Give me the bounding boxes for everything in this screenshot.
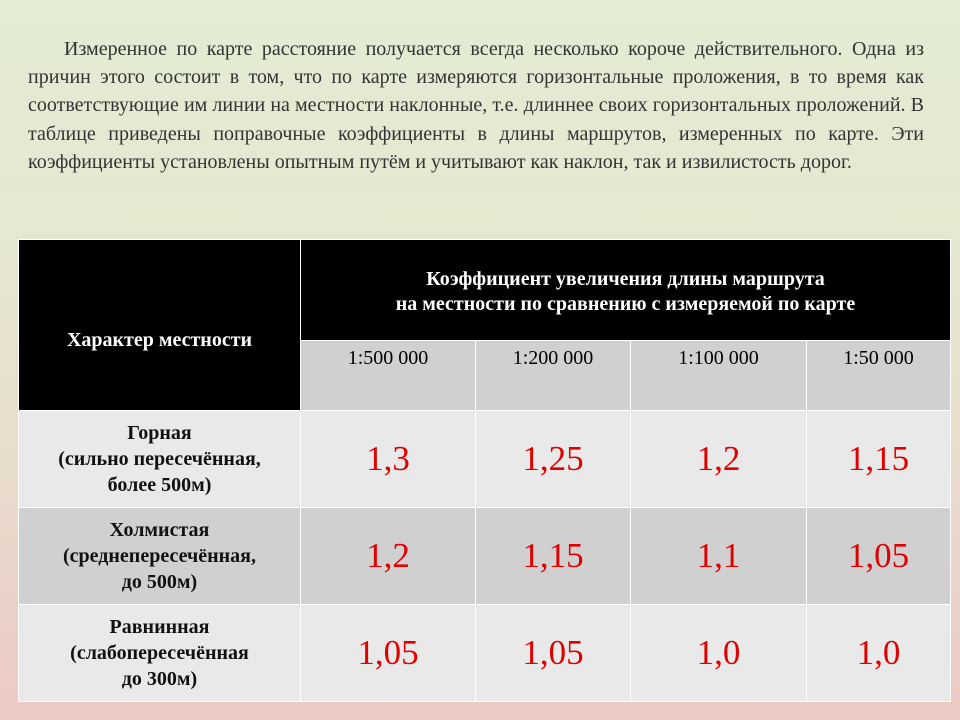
terrain-height: до 300м) (121, 668, 198, 690)
scale-header: 1:100 000 (631, 341, 807, 411)
terrain-height: до 500м) (121, 571, 198, 593)
terrain-header: Характер местности (19, 240, 301, 411)
table-row (19, 411, 951, 508)
scale-header: 1:200 000 (476, 341, 631, 411)
coefficient-value: 1,1 (631, 508, 807, 605)
table-header-row (19, 240, 951, 341)
terrain-name: Равнинная (109, 616, 210, 638)
coefficient-value: 1,0 (631, 605, 807, 702)
coefficient-value: 1,2 (631, 411, 807, 508)
coefficient-value: 1,05 (807, 508, 951, 605)
coefficient-value: 1,25 (476, 411, 631, 508)
terrain-description: (слабопересечённая (70, 642, 249, 664)
coefficient-value: 1,15 (807, 411, 951, 508)
scale-header: 1:500 000 (301, 341, 476, 411)
coefficient-header (301, 240, 951, 341)
table-row (19, 605, 951, 702)
terrain-description: (среднепересечённая, (63, 545, 256, 567)
terrain-label (19, 411, 301, 508)
coefficient-value: 1,0 (807, 605, 951, 702)
correction-coefficients-table (18, 239, 951, 702)
terrain-label (19, 605, 301, 702)
terrain-height: более 500м) (107, 474, 212, 496)
terrain-name: Холмистая (109, 519, 210, 541)
terrain-name: Горная (127, 422, 192, 444)
coefficient-value: 1,05 (476, 605, 631, 702)
terrain-label (19, 508, 301, 605)
table-row (19, 508, 951, 605)
terrain-description: (сильно пересечённая, (58, 448, 261, 470)
intro-paragraph: Измеренное по карте расстояние получается всегда несколько короче действительного. Одна из причин этого состоит в том, что по карте измеряются горизонтальные проложения, в то время как соответствующие им линии на местности наклонные, т.е. длиннее своих горизонтальных проложений. В таблице приведены поправочные коэффициенты в длины маршрутов, измеренных по карте. Эти коэффициенты установлены опытным путём и учитывают как наклон, так и извилистость дорог. (28, 38, 924, 173)
scale-header: 1:50 000 (807, 341, 951, 411)
coefficient-value: 1,3 (301, 411, 476, 508)
coefficient-value: 1,15 (476, 508, 631, 605)
coefficient-value: 1,05 (301, 605, 476, 702)
coefficient-header-line-2: на местности по сравнению с измеряемой по карте (395, 293, 856, 315)
coefficient-value: 1,2 (301, 508, 476, 605)
coefficient-header-line-1: Коэффициент увеличения длины маршрута (426, 268, 825, 290)
